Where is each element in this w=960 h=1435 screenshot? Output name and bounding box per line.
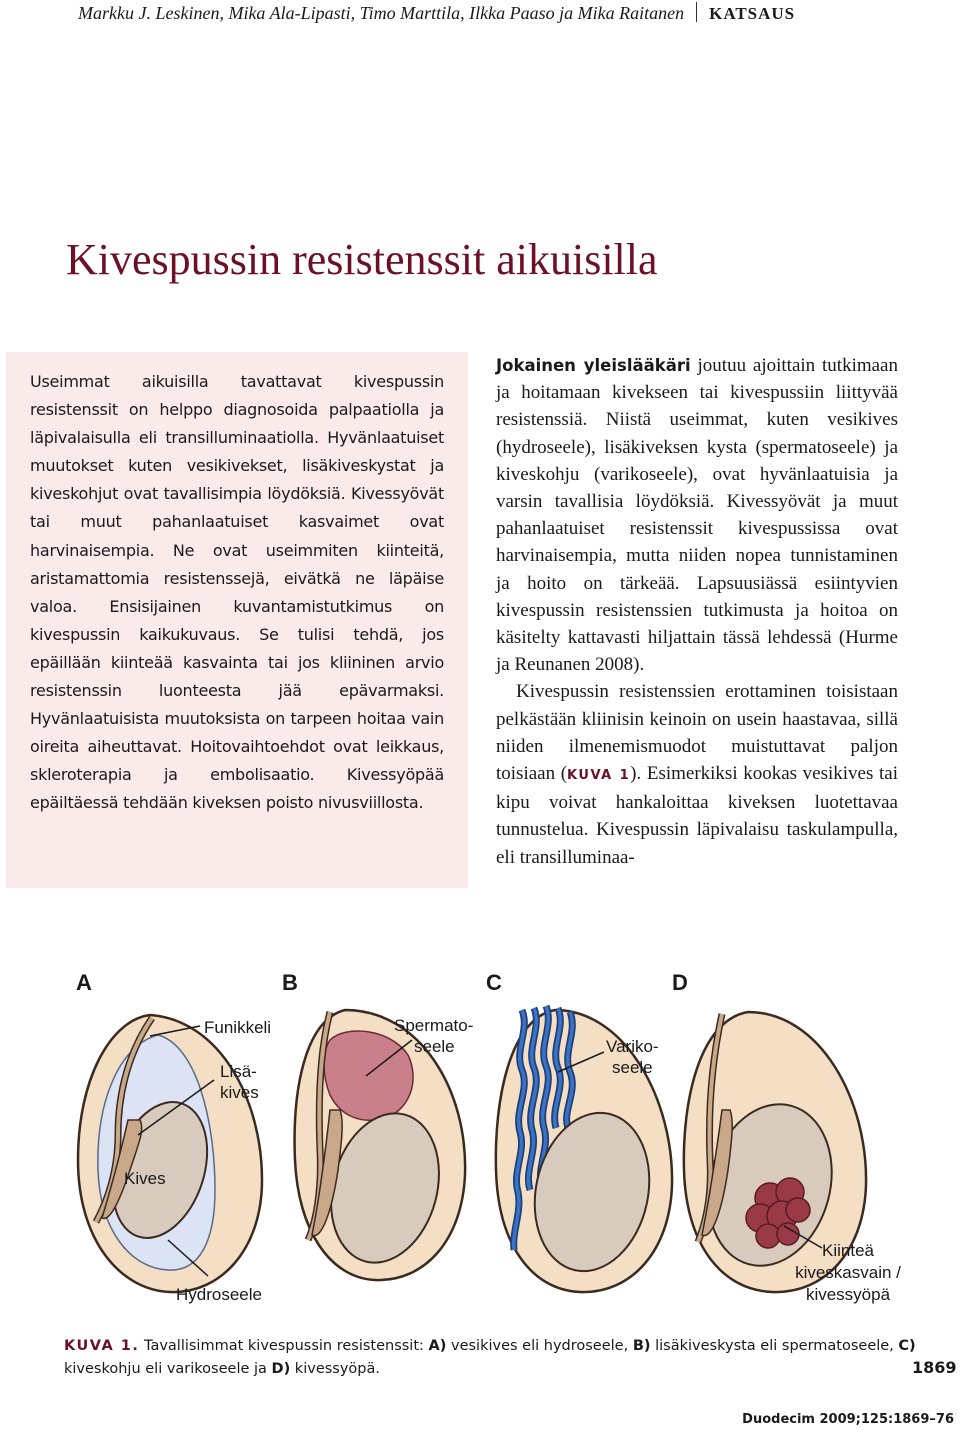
panel-c-varicocele (496, 1006, 672, 1292)
label-varikoseele-2: seele (612, 1058, 653, 1077)
panel-letter-b: B (282, 970, 298, 995)
lead-in: Jokainen yleislääkäri (496, 356, 691, 375)
body-text-column (496, 352, 898, 871)
abstract-text: Useimmat aikuisilla tavattavat kivespussin resistenssit on helppo diagnosoida palpaatiolla ja läpivalaisulla eli transilluminaatiolla. Hyvänlaatuiset muutokset kuten vesikivekset, lisäkiveskystat ja kiveskohjut ovat tavallisimpia löydöksiä. Kivessyövät tai muut pahanlaatuiset kasvaimet ovat harvinaisempia. Ne ovat useimmiten kiinteitä, aristamattomia resistenssejä, eivätkä ne läpäise valoa. Ensisijainen kuvantamistutkimus on kivespussin kaikukuvaus. Se tulisi tehdä, jos epäillään kiinteää kasvainta tai jos kliininen arvio resistenssin luonteesta jää epävarmaksi. Hyvänlaatuisista muutoksista on tarpeen hoitaa vain oireita aiheuttavat. Hoitovaihtoehdot ovat leikkaus, skleroterapia ja embolisaatio. Kivessyöpää epäiltäessä tehdään kiveksen poisto nivusviillosta. (30, 372, 444, 813)
running-header (78, 0, 958, 26)
label-kiintea-3: kivessyöpä (805, 1285, 891, 1304)
caption-text-b: lisäkiveskysta eli spermatoseele, (650, 1338, 899, 1354)
label-kiintea-2: kiveskasvain / (795, 1263, 901, 1282)
body-paragraph-2-text-a: Kivespussin resistenssien erottaminen toisistaan pelkästään kliinisin keinoin on usein haastavaa, sillä niiden ilmenemismuodot muistuttavat paljon toisiaan ( (496, 681, 898, 785)
caption-d: D) (271, 1361, 291, 1377)
body-paragraph-2-text-b: ). Esimerkiksi kookas vesikives tai kipu voivat hankaloittaa kiveksen luotettavaa tunnustelua. Kivespussin läpivalaisu taskulampulla, eli transilluminaa- (496, 763, 898, 868)
figure-caption (64, 1335, 924, 1381)
panel-letter-d: D (672, 970, 688, 995)
label-spermatoseele-2: seele (414, 1037, 455, 1056)
caption-text-c: kiveskohju eli varikoseele ja (64, 1361, 272, 1377)
caption-b: B) (632, 1338, 651, 1354)
panel-letter-a: A (76, 970, 92, 995)
body-paragraph-2 (496, 678, 898, 870)
label-varikoseele-1: Variko- (606, 1037, 659, 1056)
figure-illustration (0, 960, 960, 1330)
page-number: 1869 (912, 1358, 957, 1377)
abstract-box (6, 352, 468, 888)
label-funikkeli: Funikkeli (204, 1018, 272, 1037)
caption-a: A) (428, 1338, 447, 1354)
label-kives: Kives (124, 1169, 166, 1188)
caption-c: C) (898, 1338, 916, 1354)
figure-reference[interactable]: KUVA 1 (567, 768, 631, 784)
caption-label: KUVA 1. (64, 1338, 140, 1354)
article-title: Kivespussin resistenssit aikuisilla (66, 235, 658, 284)
header-authors: Markku J. Leskinen, Mika Ala-Lipasti, Timo Marttila, Ilkka Paaso ja Mika Raitanen (78, 3, 685, 23)
body-paragraph-1-text: joutuu ajoittain tutkimaan ja hoitamaan kivekseen tai kivespussiin liittyvää resistenssiä. Niistä useimmat, kuten vesikives (hydroseele), lisäkiveksen kysta (spermatoseele) ja kiveskohju (varikoseele), ovat hyvänlaatuisia ja varsin tavallisia löydöksiä. Kivessyövät ja muut pahanlaatuiset resistenssit kivespussissa ovat harvinaisempia, mutta niiden nopea tunnistaminen ja hoito on tärkeää. Lapsuusiässä esiintyvien kivespussin resistenssien tutkimusta ja hoitoa on käsitelty kattavasti hiljattain tässä lehdessä (Hurme ja Reunanen 2008). (496, 355, 898, 676)
label-lisakives-1: Lisä- (220, 1062, 257, 1081)
header-divider (696, 2, 697, 22)
panel-letter-c: C (486, 970, 502, 995)
body-paragraph-1 (496, 352, 898, 678)
label-lisakives-2: kives (220, 1083, 259, 1102)
panel-a-hydrocele (78, 1015, 271, 1304)
panel-b-spermatocele (295, 1010, 474, 1280)
journal-citation: Duodecim 2009;125:1869–76 (742, 1412, 954, 1427)
label-spermatoseele-1: Spermato- (394, 1016, 474, 1035)
panel-d-tumor (684, 1012, 901, 1304)
figure-1 (0, 960, 960, 1330)
label-kiintea-1: Kiinteä (822, 1241, 874, 1260)
label-hydroseele: Hydroseele (176, 1285, 262, 1304)
caption-text-1: Tavallisimmat kivespussin resistenssit: (139, 1338, 429, 1354)
header-section: KATSAUS (709, 4, 796, 23)
caption-text-d: kivessyöpä. (290, 1361, 380, 1377)
caption-text-a: vesikives eli hydroseele, (446, 1338, 633, 1354)
